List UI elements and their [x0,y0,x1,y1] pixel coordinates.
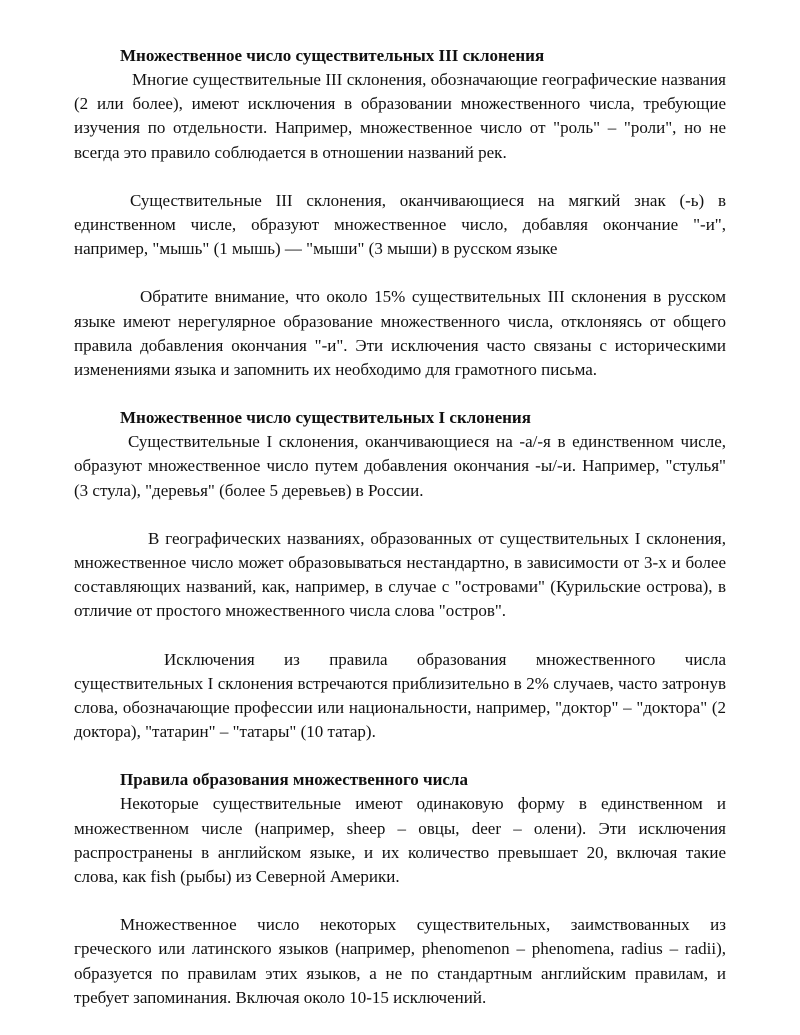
paragraph: В географических названиях, образованных от существительных I склонения, множественное число может образовываться нестандартно, в зависимости от 3-х и более составляющих названий, как, например, в случае с "островами" (Курильские острова), в отличие от простого множественного числа слова "остров". [74,528,726,621]
paragraph-gap [74,165,726,189]
paragraph: Существительные III склонения, оканчивающиеся на мягкий знак (-ь) в единственном числе, образуют множественное число, добавляя окончание "-и", например, "мышь" (1 мышь) — "мыши" (3 мыши) в русском языке [74,190,726,259]
paragraph-gap [74,624,726,648]
paragraph-gap [74,261,726,285]
paragraph-gap [74,503,726,527]
paragraph: Многие существительные III склонения, обозначающие географические названия (2 или более), имеют исключения в образовании множественного числа, требующие изучения по отдельности. Например, множественное число от "роль" – "роли", но не всегда это правило соблюдается в отношении названий рек. [74,70,726,162]
section-heading-i-declension: Множественное число существительных I склонения [120,408,531,428]
paragraph-gap [74,382,726,406]
paragraph: Исключения из правила образования множественного числа существительных I склонения встречаются приблизительно в 2% случаев, часто затронув слова, обозначающие профессии или национальности, например, "доктор" – "доктора" (2 доктора), "татарин" – "татары" (10 татар). [74,649,726,742]
section-heading-plural-rules: Правила образования множественного числа [120,770,468,790]
paragraph: Некоторые существительные имеют одинаковую форму в единственном и множественном числе (например, sheep – овцы, deer – олени). Эти исключения распространены в английском языке, и их количество превышает 20, включая такие слова, как fish (рыбы) из Северной Америки. [74,794,726,887]
paragraph: Существительные I склонения, оканчивающиеся на -а/-я в единственном числе, образуют множественное число путем добавления окончания -ы/-и. Например, "стулья" (3 стула), "деревья" (более 5 деревьев) в России. [74,432,726,500]
section-heading-iii-declension: Множественное число существительных III склонения [120,46,545,65]
paragraph: Множественное число некоторых существительных, заимствованных из греческого или латинского языков (например, phenomenon – phenomena, radius – radii), образуется по правилам этих языков, а не по стандартным английским правилам, и требует запоминания. Включая около 10-15 исключений. [74,915,726,1007]
paragraph: Обратите внимание, что около 15% существительных III склонения в русском языке имеют нерегулярное образование множественного числа, отклоняясь от общего правила добавления окончания "-и". Эти исключения часто связаны с историческими изменениями языка и запомнить их необходимо для грамотного письма. [74,287,726,380]
paragraph-gap [74,744,726,768]
paragraph-gap [74,889,726,913]
document-page [74,44,726,1010]
